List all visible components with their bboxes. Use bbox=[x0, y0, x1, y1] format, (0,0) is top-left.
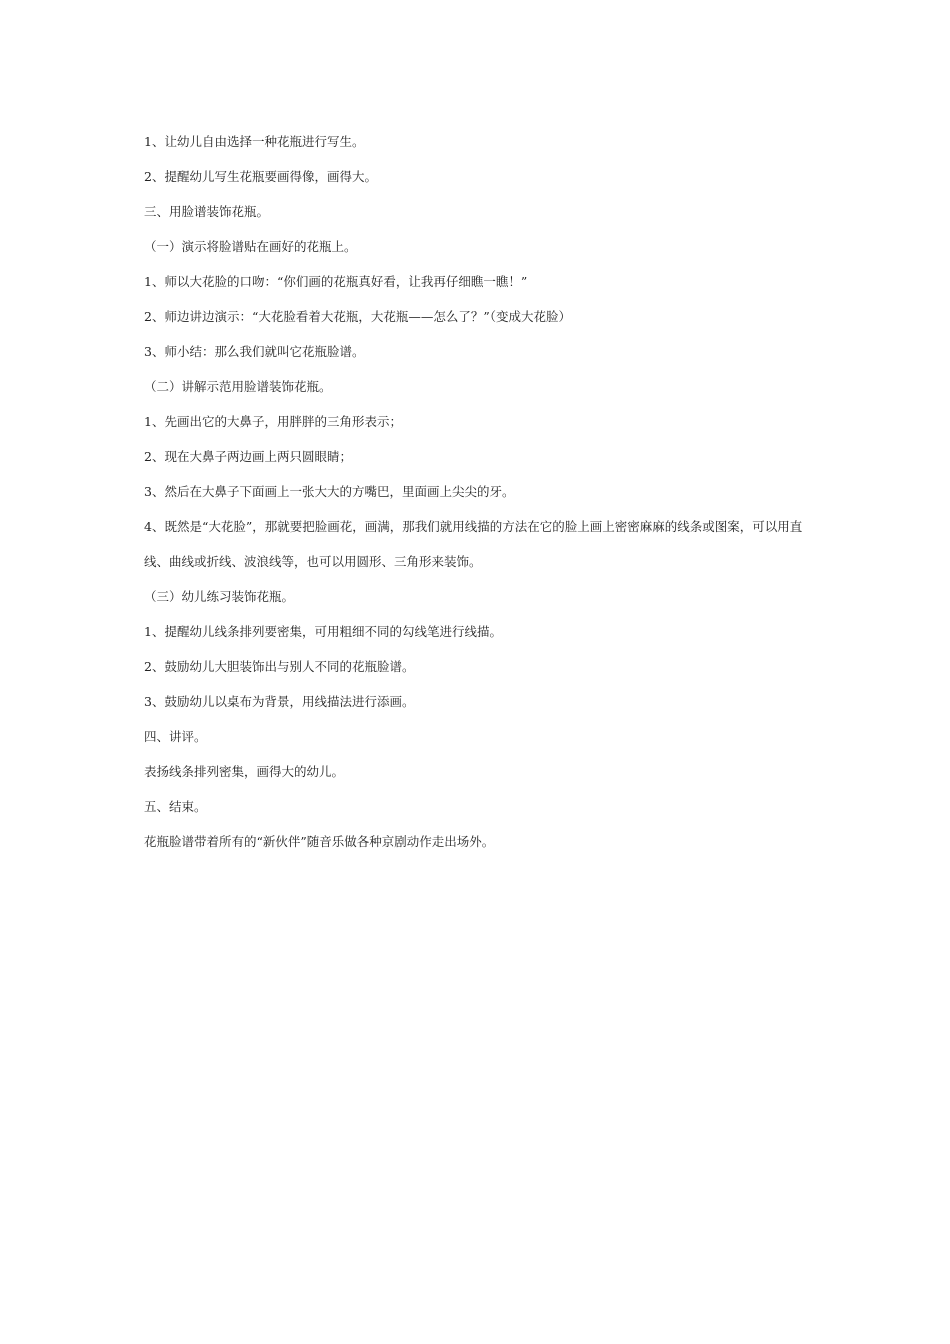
subsection-heading-1: （一）演示将脸谱贴在画好的花瓶上。 bbox=[144, 239, 357, 254]
subsection-heading-3: （三）幼儿练习装饰花瓶。 bbox=[144, 589, 295, 604]
paragraph-11: 3、然后在大鼻子下面画上一张大大的方嘴巴，里面画上尖尖的牙。 bbox=[144, 484, 515, 499]
subsection-heading-2: （二）讲解示范用脸谱装饰花瓶。 bbox=[144, 379, 332, 394]
document-body bbox=[144, 124, 814, 859]
paragraph-2: 2、提醒幼儿写生花瓶要画得像，画得大。 bbox=[144, 169, 377, 184]
paragraph-15: 2、鼓励幼儿大胆装饰出与别人不同的花瓶脸谱。 bbox=[144, 659, 415, 674]
paragraph-20: 花瓶脸谱带着所有的“新伙伴”随音乐做各种京剧动作走出场外。 bbox=[144, 834, 495, 849]
section-heading-4: 四、讲评。 bbox=[144, 729, 207, 744]
paragraph-10: 2、现在大鼻子两边画上两只圆眼睛； bbox=[144, 449, 352, 464]
paragraph-7: 3、师小结：那么我们就叫它花瓶脸谱。 bbox=[144, 344, 365, 359]
paragraph-6: 2、师边讲边演示：“大花脸看着大花瓶，大花瓶——怎么了？”（变成大花脸） bbox=[144, 309, 571, 324]
section-heading-3: 三、用脸谱装饰花瓶。 bbox=[144, 204, 270, 219]
paragraph-18: 表扬线条排列密集，画得大的幼儿。 bbox=[144, 764, 345, 779]
paragraph-1: 1、让幼儿自由选择一种花瓶进行写生。 bbox=[144, 134, 365, 149]
paragraph-12: 4、既然是“大花脸”，那就要把脸画花，画满，那我们就用线描的方法在它的脸上画上密密麻麻的线条或图案，可以用直线、曲线或折线、波浪线等，也可以用圆形、三角形来装饰。 bbox=[144, 519, 803, 569]
paragraph-14: 1、提醒幼儿线条排列要密集，可用粗细不同的勾线笔进行线描。 bbox=[144, 624, 502, 639]
paragraph-16: 3、鼓励幼儿以桌布为背景，用线描法进行添画。 bbox=[144, 694, 415, 709]
section-heading-5: 五、结束。 bbox=[144, 799, 207, 814]
paragraph-5: 1、师以大花脸的口吻：“你们画的花瓶真好看，让我再仔细瞧一瞧！” bbox=[144, 274, 528, 289]
paragraph-9: 1、先画出它的大鼻子，用胖胖的三角形表示； bbox=[144, 414, 402, 429]
